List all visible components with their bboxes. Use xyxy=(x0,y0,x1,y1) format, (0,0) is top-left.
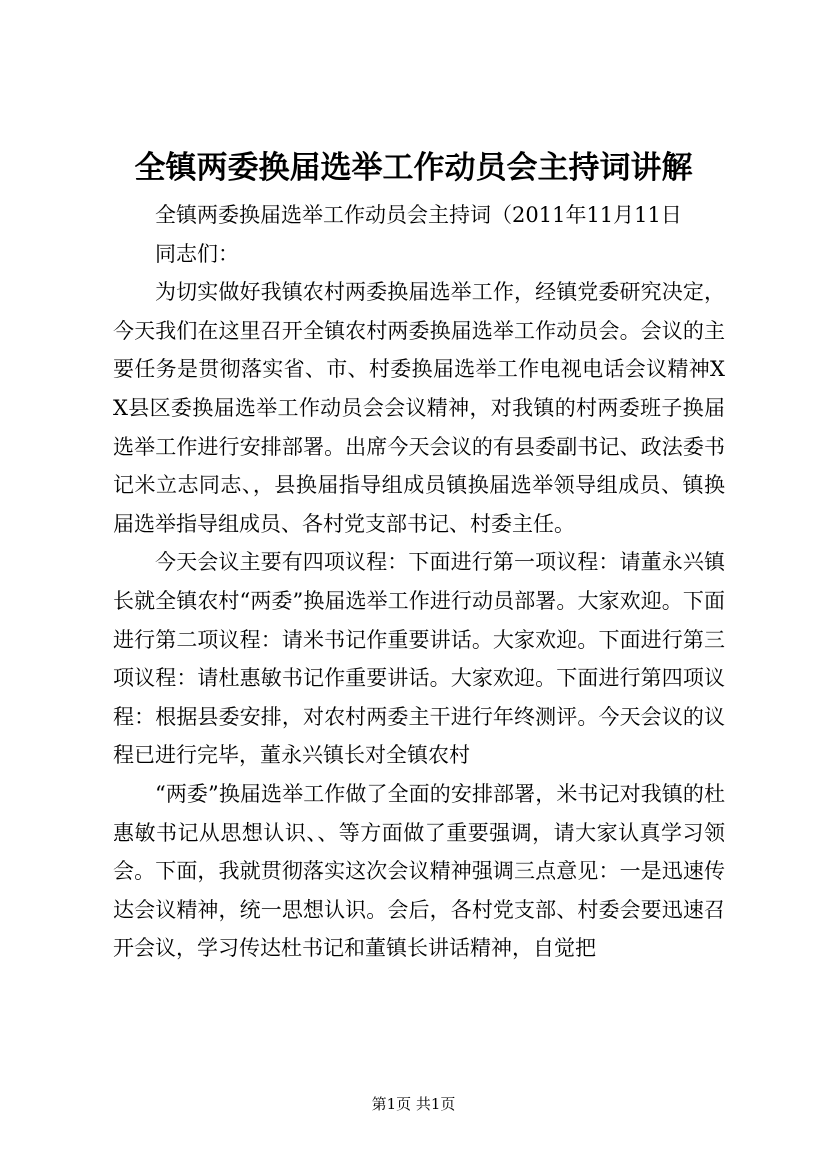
document-body xyxy=(113,196,725,968)
page-number: 第1页 共1页 xyxy=(371,1095,456,1113)
paragraph-summary: “两委”换届选举工作做了全面的安排部署，米书记对我镇的杜惠敏书记从思想认识、、等方面做了重要强调，请大家认真学习领会。下面，我就贯彻落实这次会议精神强调三点意见：一是迅速传达会议精神，统一思想认识。会后，各村党支部、村委会要迅速召开会议，学习传达杜书记和董镇长讲话精神，自觉把 xyxy=(113,781,725,961)
paragraph-agenda: 今天会议主要有四项议程：下面进行第一项议程：请董永兴镇长就全镇农村“两委”换届选举工作进行动员部署。大家欢迎。下面进行第二项议程：请米书记作重要讲话。大家欢迎。下面进行第三项议程：请杜惠敏书记作重要讲话。大家欢迎。下面进行第四项议程：根据县委安排，对农村两委主干进行年终测评。今天会议的议程已进行完毕，董永兴镇长对全镇农村 xyxy=(113,550,725,768)
paragraph-heading-line: 全镇两委换届选举工作动员会主持词（2011年11月11日 xyxy=(155,203,682,227)
paragraph-greeting: 同志们： xyxy=(155,241,239,266)
paragraph-intro: 为切实做好我镇农村两委换届选举工作，经镇党委研究决定，今天我们在这里召开全镇农村两委换届选举工作动员会。会议的主要任务是贯彻落实省、市、村委换届选举工作电视电话会议精神XX县区委换届选举工作动员会会议精神，对我镇的村两委班子换届选举工作进行安排部署。出席今天会议的有县委副书记、政法委书记米立志同志、，县换届指导组成员镇换届选举领导组成员、镇换届选举指导组成员、各村党支部书记、村委主任。 xyxy=(113,280,725,536)
document-title: 全镇两委换届选举工作动员会主持词讲解 xyxy=(134,150,693,186)
